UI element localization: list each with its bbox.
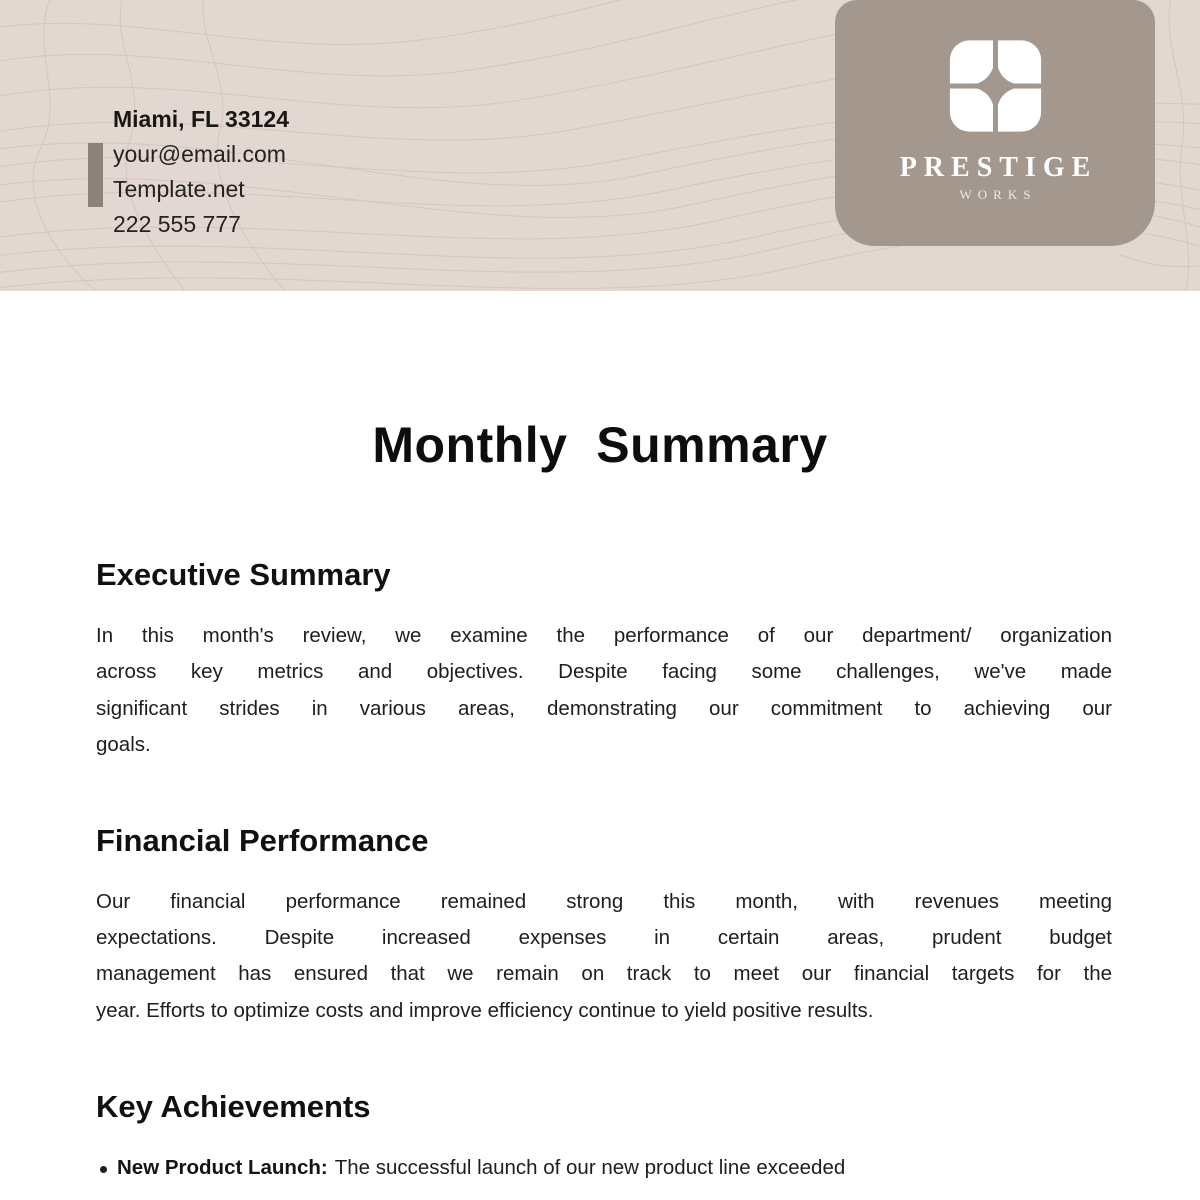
address-line: Miami, FL 33124	[113, 106, 289, 132]
logo-card	[835, 0, 1155, 246]
section-heading-executive-summary: Executive Summary	[96, 557, 391, 592]
website-line: Template.net	[113, 176, 245, 202]
contact-block	[113, 102, 289, 242]
page-title: Monthly Summary	[372, 417, 828, 473]
phone-line: 222 555 777	[113, 211, 241, 237]
paragraph-line: across key metrics and objectives. Despite facing some challenges, we've made	[96, 660, 1112, 684]
bullet-text: The successful launch of our new product line exceeded	[334, 1156, 846, 1180]
achievement-bullet-item	[96, 1150, 1112, 1186]
bullet-point-icon	[100, 1166, 107, 1173]
letterhead-band	[0, 0, 1200, 291]
section-heading-financial-performance: Financial Performance	[96, 822, 429, 858]
email-line: your@email.com	[113, 141, 286, 167]
clover-icon	[947, 37, 1044, 135]
document-body	[0, 291, 1200, 1186]
accent-bar	[88, 143, 103, 207]
paragraph-line: In this month's review, we examine the performance of our department/ organization	[96, 624, 1112, 647]
paragraph-line: goals.	[96, 733, 151, 757]
logo-wordmark: PRESTIGE	[899, 152, 1098, 183]
logo-tagline: WORKS	[959, 187, 1037, 202]
paragraph-line: year. Efforts to optimize costs and improve efficiency continue to yield positive results.	[96, 998, 874, 1022]
paragraph-line: expectations. Despite increased expenses in certain areas, prudent budget	[96, 926, 1112, 950]
financial-performance-paragraph	[96, 884, 1112, 1030]
paragraph-line: management has ensured that we remain on track to meet our financial targets for the	[96, 962, 1112, 986]
section-heading-key-achievements: Key Achievements	[96, 1089, 371, 1125]
paragraph-line: Our financial performance remained strong this month, with revenues meeting	[96, 889, 1112, 913]
paragraph-line: significant strides in various areas, demonstrating our commitment to achieving our	[96, 696, 1112, 720]
bullet-label: New Product Launch:	[117, 1156, 328, 1180]
executive-summary-paragraph	[96, 618, 1112, 764]
